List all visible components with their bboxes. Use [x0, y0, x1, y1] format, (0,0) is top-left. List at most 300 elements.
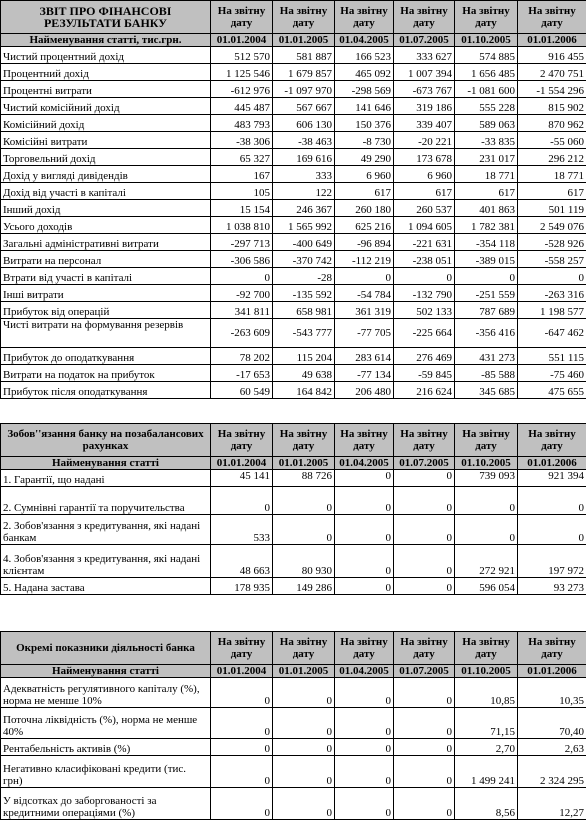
cell-value: 49 638 — [273, 365, 335, 382]
spacer-cell — [1, 399, 211, 412]
cell-value: 80 930 — [273, 545, 335, 578]
cell-value: 581 887 — [273, 47, 335, 64]
spacer-cell — [211, 595, 273, 608]
section-title: Зобов''язання банку на позабалансових рахунках — [1, 424, 211, 457]
table-row — [1, 268, 586, 285]
cell-value: -263 609 — [211, 319, 273, 348]
cell-value: -673 767 — [394, 81, 455, 98]
cell-value: 0 — [273, 708, 335, 739]
cell-value: 78 202 — [211, 348, 273, 365]
cell-value: -354 118 — [455, 234, 518, 251]
cell-value: 0 — [335, 578, 394, 595]
cell-value: 1 125 546 — [211, 64, 273, 81]
spacer-cell — [1, 607, 211, 619]
cell-value: 296 212 — [518, 149, 586, 166]
date-header: 01.01.2004 — [211, 665, 273, 678]
table-row — [1, 183, 586, 200]
cell-value: 0 — [394, 268, 455, 285]
cell-value: 512 570 — [211, 47, 273, 64]
cell-value: 0 — [211, 487, 273, 515]
cell-value: 0 — [455, 268, 518, 285]
spacer-cell — [455, 607, 518, 619]
cell-value: 333 — [273, 166, 335, 183]
row-label: 2. Сумнівні гарантії та поручительства — [1, 487, 211, 515]
cell-value: 916 455 — [518, 47, 586, 64]
spacer-cell — [518, 399, 586, 412]
cell-value: -38 306 — [211, 132, 273, 149]
row-label: Прибуток до оподаткування — [1, 348, 211, 365]
cell-value: 431 273 — [455, 348, 518, 365]
cell-value: 551 115 — [518, 348, 586, 365]
cell-value: -96 894 — [335, 234, 394, 251]
column-header: На звітну дату — [211, 1, 273, 34]
spacer-cell — [335, 399, 394, 412]
cell-value: 15 154 — [211, 200, 273, 217]
cell-value: 71,15 — [455, 708, 518, 739]
row-label: Рентабельність активів (%) — [1, 739, 211, 756]
section3-date-row — [1, 665, 586, 678]
table-row — [1, 470, 586, 487]
date-header: 01.01.2005 — [273, 457, 335, 470]
cell-value: -38 463 — [273, 132, 335, 149]
table-row — [1, 234, 586, 251]
spacer-cell — [394, 411, 455, 424]
row-label: Чистий процентний дохід — [1, 47, 211, 64]
cell-value: -59 845 — [394, 365, 455, 382]
cell-value: -238 051 — [394, 251, 455, 268]
cell-value: -528 926 — [518, 234, 586, 251]
table-row — [1, 708, 586, 739]
column-header: На звітну дату — [335, 632, 394, 665]
cell-value: 501 119 — [518, 200, 586, 217]
row-label: Комісійні витрати — [1, 132, 211, 149]
cell-value: -400 649 — [273, 234, 335, 251]
name-header: Найменування статті, тис.грн. — [1, 34, 211, 47]
table-row — [1, 382, 586, 399]
column-header: На звітну дату — [455, 424, 518, 457]
spacer-cell — [394, 619, 455, 632]
cell-value: 0 — [273, 678, 335, 708]
spacer-cell — [273, 595, 335, 608]
date-header: 01.10.2005 — [455, 665, 518, 678]
spacer-cell — [1, 619, 211, 632]
name-header: Найменування статті — [1, 665, 211, 678]
cell-value: 260 180 — [335, 200, 394, 217]
table-row — [1, 515, 586, 545]
date-header: 01.04.2005 — [335, 34, 394, 47]
date-header: 01.04.2005 — [335, 457, 394, 470]
column-header: На звітну дату — [211, 632, 273, 665]
cell-value: 6 960 — [335, 166, 394, 183]
table-row — [1, 319, 586, 348]
spacer-cell — [335, 595, 394, 608]
table-row — [1, 115, 586, 132]
cell-value: -77 134 — [335, 365, 394, 382]
cell-value: -132 790 — [394, 285, 455, 302]
column-header: На звітну дату — [394, 424, 455, 457]
column-header: На звітну дату — [273, 632, 335, 665]
section1-header-row — [1, 1, 586, 34]
spacer-cell — [394, 399, 455, 412]
cell-value: -370 742 — [273, 251, 335, 268]
table-row — [1, 348, 586, 365]
cell-value: 8,56 — [455, 788, 518, 820]
cell-value: 625 216 — [335, 217, 394, 234]
cell-value: 0 — [394, 487, 455, 515]
cell-value: 18 771 — [518, 166, 586, 183]
section2-date-row — [1, 457, 586, 470]
spacer-cell — [1, 595, 211, 608]
cell-value: 502 133 — [394, 302, 455, 319]
cell-value: 333 627 — [394, 47, 455, 64]
column-header: На звітну дату — [273, 424, 335, 457]
date-header: 01.01.2004 — [211, 457, 273, 470]
cell-value: -251 559 — [455, 285, 518, 302]
cell-value: -612 976 — [211, 81, 273, 98]
cell-value: 178 935 — [211, 578, 273, 595]
date-header: 01.10.2005 — [455, 34, 518, 47]
spacer-cell — [211, 399, 273, 412]
cell-value: 0 — [211, 756, 273, 788]
cell-value: 617 — [335, 183, 394, 200]
cell-value: 141 646 — [335, 98, 394, 115]
cell-value: 2 470 751 — [518, 64, 586, 81]
cell-value: 1 038 810 — [211, 217, 273, 234]
cell-value: 445 487 — [211, 98, 273, 115]
column-header: На звітну дату — [394, 1, 455, 34]
cell-value: -1 554 296 — [518, 81, 586, 98]
table-row — [1, 98, 586, 115]
spacer-cell — [335, 411, 394, 424]
row-label: 4. Зобов'язання з кредитування, які надані клієнтам — [1, 545, 211, 578]
cell-value: 115 204 — [273, 348, 335, 365]
column-header: На звітну дату — [211, 424, 273, 457]
cell-value: 197 972 — [518, 545, 586, 578]
cell-value: 2,70 — [455, 739, 518, 756]
cell-value: 10,85 — [455, 678, 518, 708]
cell-value: 0 — [211, 678, 273, 708]
cell-value: -558 257 — [518, 251, 586, 268]
cell-value: 0 — [211, 739, 273, 756]
cell-value: -297 713 — [211, 234, 273, 251]
column-header: На звітну дату — [455, 1, 518, 34]
date-header: 01.01.2006 — [518, 34, 586, 47]
table-row — [1, 365, 586, 382]
table-row — [1, 132, 586, 149]
cell-value: 606 130 — [273, 115, 335, 132]
cell-value: 164 842 — [273, 382, 335, 399]
cell-value: -221 631 — [394, 234, 455, 251]
table-row — [1, 64, 586, 81]
row-label: Чистий комісійний дохід — [1, 98, 211, 115]
cell-value: -306 586 — [211, 251, 273, 268]
cell-value: 105 — [211, 183, 273, 200]
row-label: Негативно класифіковані кредити (тис. грн) — [1, 756, 211, 788]
row-label: Дохід від участі в капіталі — [1, 183, 211, 200]
cell-value: 345 685 — [455, 382, 518, 399]
cell-value: 167 — [211, 166, 273, 183]
cell-value: 173 678 — [394, 149, 455, 166]
row-label: 1. Гарантії, що надані — [1, 470, 211, 487]
cell-value: 1 679 857 — [273, 64, 335, 81]
cell-value: 149 286 — [273, 578, 335, 595]
cell-value: -77 705 — [335, 319, 394, 348]
cell-value: 617 — [518, 183, 586, 200]
cell-value: 0 — [335, 708, 394, 739]
spacer-cell — [273, 607, 335, 619]
spacer-cell — [211, 411, 273, 424]
cell-value: -20 221 — [394, 132, 455, 149]
cell-value: 166 523 — [335, 47, 394, 64]
cell-value: 0 — [394, 756, 455, 788]
spacer-cell — [455, 595, 518, 608]
spacer-row — [1, 607, 586, 619]
row-label: Адекватність регулятивного капіталу (%), норма не менше 10% — [1, 678, 211, 708]
cell-value: 0 — [335, 678, 394, 708]
cell-value: 0 — [394, 788, 455, 820]
date-header: 01.01.2005 — [273, 34, 335, 47]
cell-value: 0 — [273, 756, 335, 788]
cell-value: 319 186 — [394, 98, 455, 115]
cell-value: 150 376 — [335, 115, 394, 132]
spacer-cell — [518, 411, 586, 424]
cell-value: -17 653 — [211, 365, 273, 382]
cell-value: 2 549 076 — [518, 217, 586, 234]
table-row — [1, 166, 586, 183]
cell-value: -647 462 — [518, 319, 586, 348]
date-header: 01.01.2004 — [211, 34, 273, 47]
spacer-cell — [455, 619, 518, 632]
cell-value: 596 054 — [455, 578, 518, 595]
table-row — [1, 251, 586, 268]
cell-value: 1 094 605 — [394, 217, 455, 234]
section-title: Окремі показники діяльності банка — [1, 632, 211, 665]
cell-value: 0 — [211, 788, 273, 820]
row-label: Дохід у вигляді дивідендів — [1, 166, 211, 183]
cell-value: 0 — [518, 268, 586, 285]
cell-value: 0 — [455, 515, 518, 545]
cell-value: 617 — [394, 183, 455, 200]
cell-value: -112 219 — [335, 251, 394, 268]
row-label: Процентні витрати — [1, 81, 211, 98]
cell-value: -85 588 — [455, 365, 518, 382]
cell-value: 0 — [394, 515, 455, 545]
cell-value: -543 777 — [273, 319, 335, 348]
cell-value: -1 081 600 — [455, 81, 518, 98]
cell-value: 0 — [394, 678, 455, 708]
spacer-cell — [455, 411, 518, 424]
table-row — [1, 578, 586, 595]
cell-value: -8 730 — [335, 132, 394, 149]
table-row — [1, 217, 586, 234]
table-row — [1, 81, 586, 98]
spacer-row — [1, 399, 586, 412]
section3-header-row — [1, 632, 586, 665]
cell-value: 465 092 — [335, 64, 394, 81]
row-label: Витрати на персонал — [1, 251, 211, 268]
row-label: Загальні адміністративні витрати — [1, 234, 211, 251]
spacer-cell — [211, 607, 273, 619]
cell-value: -135 592 — [273, 285, 335, 302]
cell-value: 0 — [335, 756, 394, 788]
cell-value: 401 863 — [455, 200, 518, 217]
cell-value: 231 017 — [455, 149, 518, 166]
cell-value: 49 290 — [335, 149, 394, 166]
cell-value: 739 093 — [455, 470, 518, 487]
date-header: 01.04.2005 — [335, 665, 394, 678]
cell-value: -225 664 — [394, 319, 455, 348]
cell-value: 0 — [273, 739, 335, 756]
spacer-cell — [518, 595, 586, 608]
cell-value: 0 — [394, 578, 455, 595]
cell-value: 1 782 381 — [455, 217, 518, 234]
cell-value: 0 — [394, 545, 455, 578]
date-header: 01.07.2005 — [394, 457, 455, 470]
cell-value: -75 460 — [518, 365, 586, 382]
cell-value: -389 015 — [455, 251, 518, 268]
row-label: Витрати на податок на прибуток — [1, 365, 211, 382]
cell-value: 283 614 — [335, 348, 394, 365]
cell-value: 483 793 — [211, 115, 273, 132]
spacer-cell — [394, 607, 455, 619]
date-header: 01.10.2005 — [455, 457, 518, 470]
section-title: ЗВІТ ПРО ФІНАНСОВІ РЕЗУЛЬТАТИ БАНКУ — [1, 1, 211, 34]
cell-value: 88 726 — [273, 470, 335, 487]
spacer-cell — [1, 411, 211, 424]
date-header: 01.07.2005 — [394, 665, 455, 678]
cell-value: 815 902 — [518, 98, 586, 115]
cell-value: -263 316 — [518, 285, 586, 302]
cell-value: 0 — [335, 515, 394, 545]
cell-value: 0 — [455, 487, 518, 515]
table-row — [1, 149, 586, 166]
cell-value: 361 319 — [335, 302, 394, 319]
cell-value: 272 921 — [455, 545, 518, 578]
cell-value: 339 407 — [394, 115, 455, 132]
cell-value: 0 — [335, 487, 394, 515]
cell-value: 1 007 394 — [394, 64, 455, 81]
date-header: 01.07.2005 — [394, 34, 455, 47]
row-label: Чисті витрати на формування резервів — [1, 319, 211, 348]
cell-value: -298 569 — [335, 81, 394, 98]
cell-value: 0 — [335, 739, 394, 756]
cell-value: 260 537 — [394, 200, 455, 217]
cell-value: 216 624 — [394, 382, 455, 399]
row-label: 5. Надана застава — [1, 578, 211, 595]
row-label: Прибуток від операцій — [1, 302, 211, 319]
column-header: На звітну дату — [394, 632, 455, 665]
cell-value: -55 060 — [518, 132, 586, 149]
spacer-cell — [211, 619, 273, 632]
cell-value: 617 — [455, 183, 518, 200]
cell-value: 0 — [273, 515, 335, 545]
cell-value: 60 549 — [211, 382, 273, 399]
cell-value: 0 — [394, 470, 455, 487]
spacer-cell — [518, 607, 586, 619]
cell-value: 122 — [273, 183, 335, 200]
row-label: Втрати від участі в капіталі — [1, 268, 211, 285]
cell-value: 45 141 — [211, 470, 273, 487]
cell-value: -54 784 — [335, 285, 394, 302]
cell-value: 65 327 — [211, 149, 273, 166]
spacer-cell — [518, 619, 586, 632]
cell-value: 169 616 — [273, 149, 335, 166]
cell-value: 12,27 — [518, 788, 586, 820]
cell-value: 2 324 295 — [518, 756, 586, 788]
table-row — [1, 545, 586, 578]
spacer-row — [1, 619, 586, 632]
cell-value: -1 097 970 — [273, 81, 335, 98]
row-label: Інший дохід — [1, 200, 211, 217]
date-header: 01.01.2006 — [518, 457, 586, 470]
column-header: На звітну дату — [518, 1, 586, 34]
cell-value: 589 063 — [455, 115, 518, 132]
cell-value: 870 962 — [518, 115, 586, 132]
cell-value: 93 273 — [518, 578, 586, 595]
cell-value: 0 — [394, 739, 455, 756]
cell-value: 567 667 — [273, 98, 335, 115]
cell-value: 0 — [518, 515, 586, 545]
table-row — [1, 302, 586, 319]
name-header: Найменування статті — [1, 457, 211, 470]
cell-value: 70,40 — [518, 708, 586, 739]
row-label: Усього доходів — [1, 217, 211, 234]
cell-value: 0 — [211, 708, 273, 739]
column-header: На звітну дату — [335, 424, 394, 457]
column-header: На звітну дату — [335, 1, 394, 34]
row-label: Прибуток після оподаткування — [1, 382, 211, 399]
section2-header-row — [1, 424, 586, 457]
row-label: 2. Зобов'язання з кредитування, які надані банкам — [1, 515, 211, 545]
table-row — [1, 739, 586, 756]
spacer-cell — [455, 399, 518, 412]
cell-value: 1 656 485 — [455, 64, 518, 81]
cell-value: 0 — [335, 268, 394, 285]
cell-value: 1 198 577 — [518, 302, 586, 319]
column-header: На звітну дату — [518, 632, 586, 665]
spacer-cell — [273, 619, 335, 632]
spacer-row — [1, 411, 586, 424]
spacer-row — [1, 595, 586, 608]
cell-value: -92 700 — [211, 285, 273, 302]
cell-value: 658 981 — [273, 302, 335, 319]
cell-value: 0 — [335, 545, 394, 578]
cell-value: 0 — [273, 487, 335, 515]
table-row — [1, 285, 586, 302]
cell-value: -28 — [273, 268, 335, 285]
cell-value: 475 655 — [518, 382, 586, 399]
cell-value: 206 480 — [335, 382, 394, 399]
cell-value: 0 — [335, 788, 394, 820]
cell-value: 921 394 — [518, 470, 586, 487]
cell-value: 574 885 — [455, 47, 518, 64]
cell-value: 0 — [394, 708, 455, 739]
date-header: 01.01.2005 — [273, 665, 335, 678]
spacer-cell — [335, 607, 394, 619]
cell-value: -356 416 — [455, 319, 518, 348]
cell-value: 48 663 — [211, 545, 273, 578]
row-label: Торговельний дохід — [1, 149, 211, 166]
cell-value: 0 — [211, 268, 273, 285]
cell-value: -33 835 — [455, 132, 518, 149]
date-header: 01.01.2006 — [518, 665, 586, 678]
spacer-cell — [335, 619, 394, 632]
cell-value: 6 960 — [394, 166, 455, 183]
cell-value: 0 — [273, 788, 335, 820]
section1-date-row — [1, 34, 586, 47]
cell-value: 1 565 992 — [273, 217, 335, 234]
cell-value: 0 — [518, 487, 586, 515]
